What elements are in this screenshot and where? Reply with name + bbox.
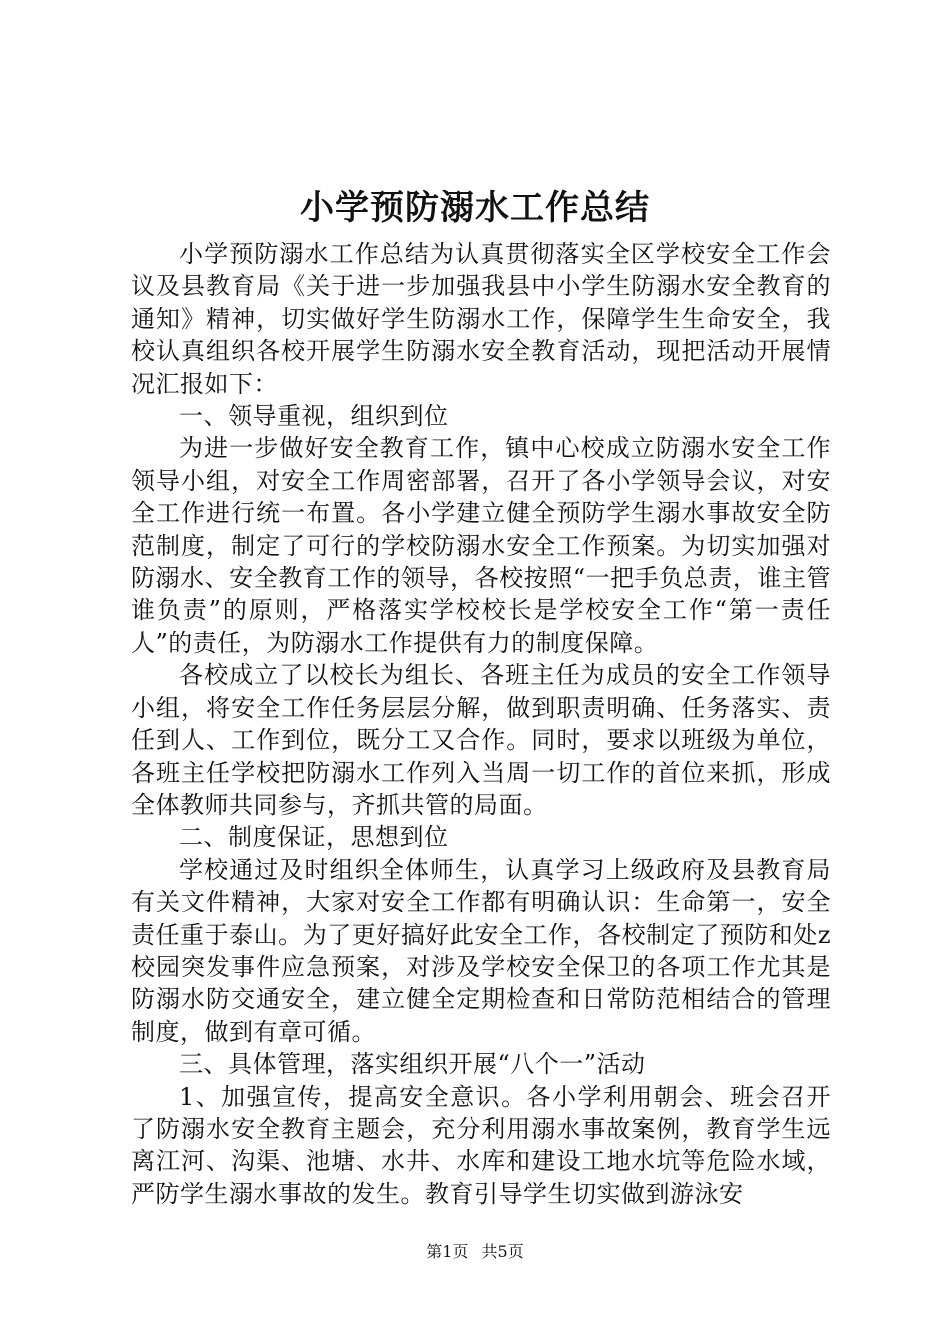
section-heading-2: 二、制度保证，思想到位 (179, 823, 449, 852)
page-total: 共5页 (481, 1242, 524, 1261)
page-number: 第1页 (426, 1242, 469, 1261)
body-paragraph: 1、加强宣传，提高安全意识。各小学利用朝会、班会召开了防溺水安全教育主题会，充分利用溺水事故案例，教育学生远离江河、沟渠、池塘、水井、水库和建设工地水坑等危险水域，严防学生溺水事故的发生。教育引导学生切实做到游泳安 (131, 1082, 831, 1208)
section-heading-3: 三、具体管理，落实组织开展“八个一”活动 (179, 1050, 646, 1079)
page-footer (0, 1240, 950, 1264)
body-paragraph: 各校成立了以校长为组长、各班主任为成员的安全工作领导小组，将安全工作任务层层分解，做到职责明确、任务落实、责任到人、工作到位，既分工又合作。同时，要求以班级为单位，各班主任学校把防溺水工作列入当周一切工作的首位来抓，形成全体教师共同参与，齐抓共管的局面。 (131, 661, 831, 819)
document-title: 小学预防溺水工作总结 (300, 188, 650, 228)
document-body (131, 238, 831, 1210)
body-paragraph: 为进一步做好安全教育工作，镇中心校成立防溺水安全工作领导小组，对安全工作周密部署，召开了各小学领导会议，对安全工作进行统一布置。各小学建立健全预防学生溺水事故安全防范制度，制定了可行的学校防溺水安全工作预案。为切实加强对防溺水、安全教育工作的领导，各校按照“一把手负总责，谁主管谁负责”的原则，严格落实学校校长是学校安全工作“第一责任人”的责任，为防溺水工作提供有力的制度保障。 (131, 434, 831, 657)
body-paragraph: 学校通过及时组织全体师生，认真学习上级政府及县教育局有关文件精神，大家对安全工作都有明确认识：生命第一，安全责任重于泰山。为了更好搞好此安全工作，各校制定了预防和处z校园突发事件应急预案，对涉及学校安全保卫的各项工作尤其是防溺水防交通安全，建立健全定期检查和日常防范相结合的管理制度，做到有章可循。 (131, 855, 831, 1046)
intro-paragraph: 小学预防溺水工作总结为认真贯彻落实全区学校安全工作会议及县教育局《关于进一步加强我县中小学生防溺水安全教育的通知》精神，切实做好学生防溺水工作，保障学生生命安全，我校认真组织各校开展学生防溺水安全教育活动，现把活动开展情况汇报如下： (131, 240, 831, 398)
section-heading-1: 一、领导重视，组织到位 (179, 402, 449, 431)
